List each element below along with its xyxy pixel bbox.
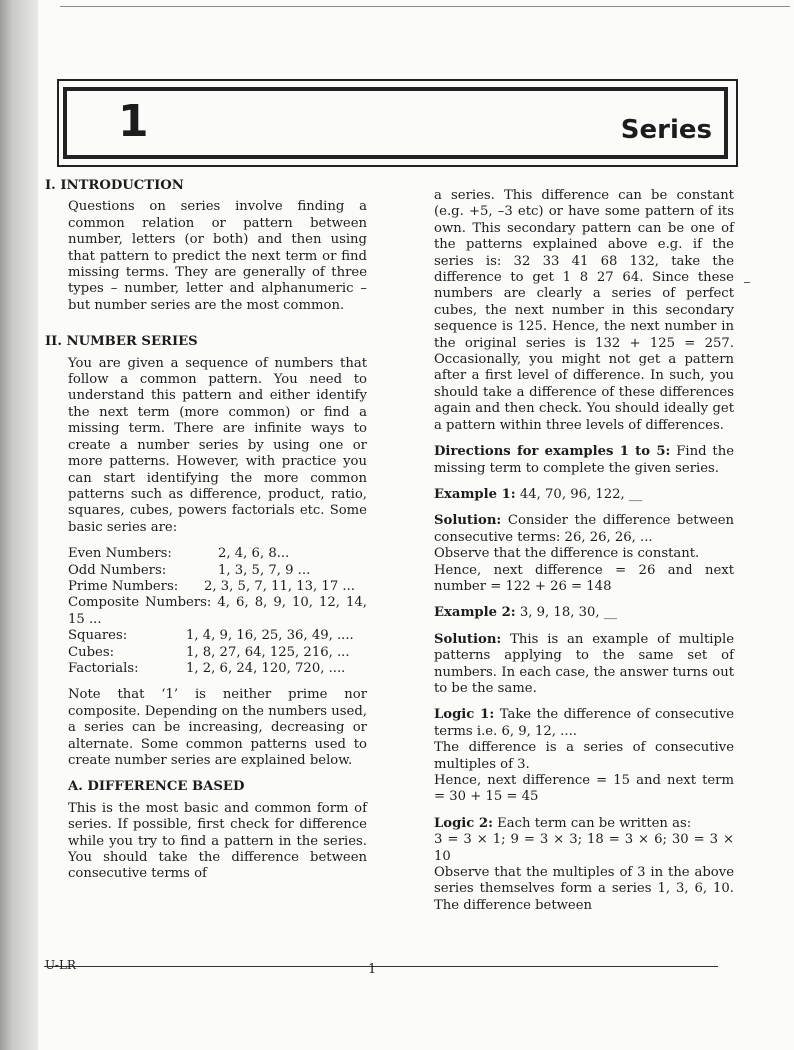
basic-series-list (45, 546, 367, 677)
list-item: Squares: 1, 4, 9, 16, 25, 36, 49, .... (68, 628, 354, 644)
difference-based-heading: A. DIFFERENCE BASED (68, 779, 245, 795)
list-item: Factorials: 1, 2, 6, 24, 120, 720, .... (68, 660, 346, 676)
list-item: Cubes: 1, 8, 27, 64, 125, 216, ... (68, 644, 350, 660)
list-item: Prime Numbers: 2, 3, 5, 7, 11, 13, 17 ... (68, 578, 355, 594)
number-series-heading: II. NUMBER SERIES (45, 334, 198, 350)
left-column (45, 178, 367, 893)
list-item: Even Numbers: 2, 4, 6, 8... (68, 546, 290, 562)
chapter-number: 1 (118, 96, 149, 147)
example-2: Example 2: 3, 9, 18, 30, __ (434, 605, 617, 621)
solution-1: Solution: Consider the difference between consecutive terms: 26, 26, 26, ... Observe that the difference is constant. Hence, next difference = 26 and next number = 122 + 26 = 148 (434, 513, 734, 594)
page-number: 1 (368, 962, 377, 977)
chapter-title: Series (620, 115, 712, 145)
footer-rule (44, 966, 718, 967)
intro-paragraph: Questions on series involve finding a common relation or pattern between number, letters (or both) and then using that pattern to predict the next term or find missing terms. They are generally of three types – number, letter and alphanumeric – but number series are the most common. (68, 199, 367, 313)
note-paragraph: Note that ‘1’ is neither prime nor composite. Depending on the numbers used, a series can be increasing, decreasing or alternate. Some common patterns used to create number series are explained below. (68, 687, 367, 768)
difference-based-paragraph: This is the most basic and common form of series. If possible, first check for difference while you try to find a pattern in the series. You should take the difference between consecutive terms of (68, 800, 367, 882)
number-series-paragraph: You are given a sequence of numbers that follow a common pattern. You need to understand this pattern and either identify the next term (more common) or find a missing term. There are infinite ways to create a number series by using one or more patterns. However, with practice you can start identifying the more common patterns such as difference, product, ratio, squares, cubes, powers factorials etc. Some basic series are: (68, 355, 367, 535)
footer-label: U-LR (45, 958, 76, 972)
list-item: Composite Numbers: 4, 6, 8, 9, 10, 12, 14, 15 ... (68, 595, 367, 627)
top-edge-line (60, 6, 790, 7)
logic-2: Logic 2: Each term can be written as: 3 = 3 × 1; 9 = 3 × 3; 18 = 3 × 6; 30 = 3 × 10 Observe that the multiples of 3 in the above series themselves form a series 1, 3, 6, 10. The difference between (434, 815, 734, 913)
solution-2: Solution: This is an example of multiple patterns applying to the same set of numbers. In each case, the answer turns out to be the same. (434, 631, 734, 696)
logic-1: Logic 1: Take the difference of consecutive terms i.e. 6, 9, 12, .... The difference is a series of consecutive multiples of 3. Hence, next difference = 15 and next term = 30 + 15 = 45 (434, 707, 734, 805)
right-column (434, 188, 734, 924)
intro-heading: I. INTRODUCTION (45, 178, 184, 193)
directions: Directions for examples 1 to 5: Find the missing term to complete the given series. (434, 444, 734, 476)
example-1: Example 1: 44, 70, 96, 122, __ (434, 486, 643, 502)
list-item: Odd Numbers: 1, 3, 5, 7, 9 ... (68, 562, 311, 578)
book-spine-shadow (0, 0, 40, 1050)
continued-paragraph: a series. This difference can be constant (e.g. +5, –3 etc) or have some pattern of its own. This secondary pattern can be one of the patterns explained above e.g. if the series is: 32 33 41 68 132, take the difference to get 1 8 27 64. Since these numbers are clearly a series of perfect cubes, the next number in this secondary sequence is 125. Hence, the next number in the original series is 132 + 125 = 257. Occasionally, you might not get a pattern after a first level of difference. In such, you should take a difference of these differences again and then check. You should ideally get a pattern within three levels of differences. (434, 188, 734, 433)
margin-mark (744, 282, 750, 283)
